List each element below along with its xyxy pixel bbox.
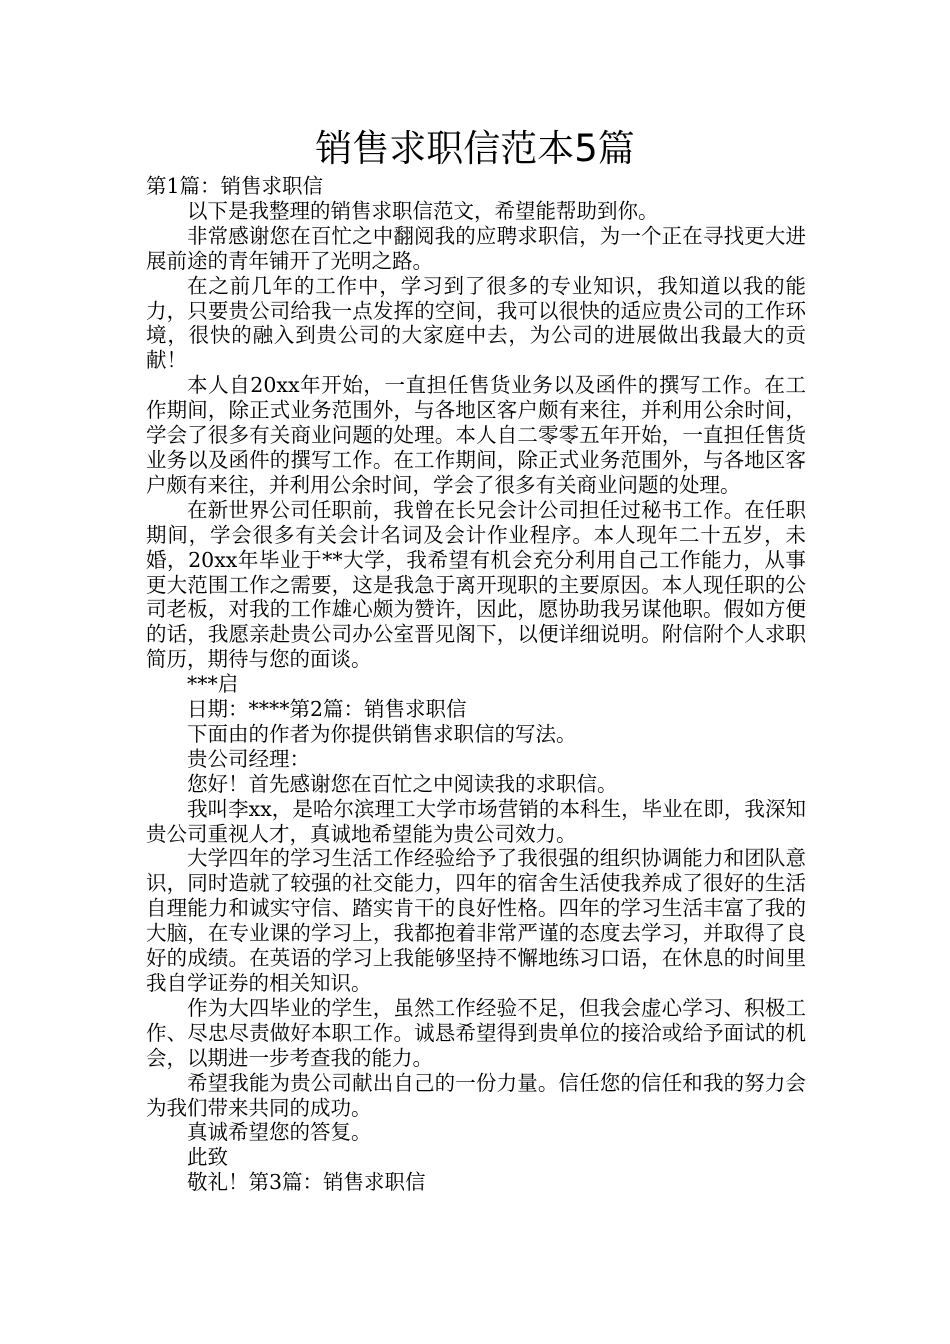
document-body (146, 174, 806, 1195)
paragraph: 非常感谢您在百忙之中翻阅我的应聘求职信，为一个正在寻找更大进展前途的青年铺开了光明之路。 (146, 223, 806, 273)
paragraph: 日期：****第2篇：销售求职信 (187, 697, 467, 722)
paragraph: 真诚希望您的答复。 (187, 1120, 372, 1145)
document-title: 销售求职信范本5篇 (315, 127, 635, 170)
paragraph: 您好！首先感谢您在百忙之中阅读我的求职信。 (187, 771, 618, 796)
paragraph: 本人自20xx年开始，一直担任售货业务以及函件的撰写工作。在工作期间，除正式业务范围外，与各地区客户颇有来往，并利用公余时间，学会了很多有关商业问题的处理。本人自二零零五年开始，一直担任售货业务以及函件的撰写工作。在工作期间，除正式业务范围外，与各地区客户颇有来往，并利用公余时间，学会了很多有关商业问题的处理。 (146, 373, 806, 497)
section-heading: 第1篇：销售求职信 (146, 174, 324, 198)
paragraph: 此致 (187, 1145, 228, 1170)
paragraph: 希望我能为贵公司献出自己的一份力量。信任您的信任和我的努力会为我们带来共同的成功。 (146, 1070, 806, 1120)
paragraph: 大学四年的学习生活工作经验给予了我很强的组织协调能力和团队意识，同时造就了较强的社交能力，四年的宿舍生活使我养成了很好的生活自理能力和诚实守信、踏实肯干的良好性格。四年的学习生活丰富了我的大脑，在专业课的学习上，我都抱着非常严谨的态度去学习，并取得了良好的成绩。在英语的学习上我能够坚持不懈地练习口语，在休息的时间里我自学证券的相关知识。 (146, 846, 806, 995)
paragraph: 敬礼！第3篇：销售求职信 (187, 1170, 426, 1195)
paragraph: 我叫李xx，是哈尔滨理工大学市场营销的本科生，毕业在即，我深知贵公司重视人才，真诚地希望能为贵公司效力。 (146, 796, 806, 846)
paragraph: 在新世界公司任职前，我曾在长兄会计公司担任过秘书工作。在任职期间，学会很多有关会计名词及会计作业程序。本人现年二十五岁，未婚，20xx年毕业于**大学，我希望有机会充分利用自己工作能力，从事更大范围工作之需要，这是我急于离开现职的主要原因。本人现任职的公司老板，对我的工作雄心颇为赞许，因此，愿协助我另谋他职。假如方便的话，我愿亲赴贵公司办公室晋见阁下，以便详细说明。附信附个人求职简历，期待与您的面谈。 (146, 497, 806, 672)
paragraph: 贵公司经理： (187, 746, 310, 771)
paragraph: ***启 (187, 672, 239, 697)
paragraph: 以下是我整理的销售求职信范文，希望能帮助到你。 (187, 198, 659, 223)
paragraph: 在之前几年的工作中，学习到了很多的专业知识，我知道以我的能力，只要贵公司给我一点发挥的空间，我可以很快的适应贵公司的工作环境，很快的融入到贵公司的大家庭中去，为公司的进展做出我最大的贡献！ (146, 273, 806, 373)
paragraph: 下面由的作者为你提供销售求职信的写法。 (187, 721, 577, 746)
paragraph: 作为大四毕业的学生，虽然工作经验不足，但我会虚心学习、积极工作、尽忠尽责做好本职工作。诚恳希望得到贵单位的接洽或给予面试的机会，以期进一步考查我的能力。 (146, 995, 806, 1070)
